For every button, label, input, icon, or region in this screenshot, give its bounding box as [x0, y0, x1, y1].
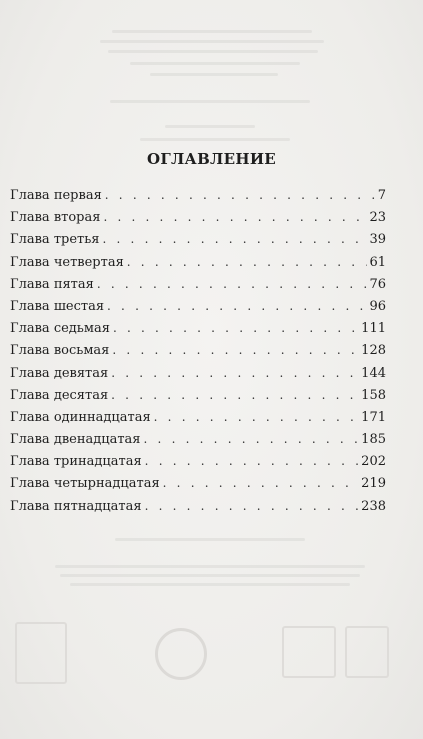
dot-leader — [154, 406, 360, 428]
show-through-line — [108, 50, 318, 53]
show-through-qr-mark — [15, 622, 67, 684]
dot-leader — [145, 450, 360, 472]
toc-entry-label: Глава одиннадцатая — [10, 409, 151, 425]
toc-entry-label: Глава четвертая — [10, 254, 124, 270]
show-through-barcode-mark — [282, 626, 336, 678]
show-through-line — [165, 125, 255, 128]
toc-entry-page-number: 111 — [361, 321, 386, 337]
dot-leader — [144, 428, 360, 450]
toc-entry — [10, 184, 386, 206]
toc-entry-page-number: 76 — [369, 276, 386, 292]
toc-entry-label: Глава третья — [10, 232, 100, 248]
show-through-barcode-mark — [345, 626, 389, 678]
toc-entry-page-number: 96 — [369, 298, 386, 314]
toc-entry-page-number: 23 — [369, 210, 386, 226]
toc-entry-label: Глава четырнадцатая — [10, 476, 160, 492]
toc-entry-page-number: 61 — [369, 254, 386, 270]
show-through-age-mark — [155, 628, 207, 680]
dot-leader — [97, 273, 368, 295]
show-through-line — [60, 574, 360, 577]
show-through-line — [130, 62, 300, 65]
dot-leader — [103, 206, 367, 228]
dot-leader — [112, 339, 359, 361]
toc-entry-page-number: 158 — [361, 387, 386, 403]
toc-entry — [10, 317, 386, 339]
page-title: ОГЛАВЛЕНИЕ — [146, 150, 277, 168]
toc-entry — [10, 450, 386, 472]
toc-entry-label: Глава пятнадцатая — [10, 498, 142, 514]
toc-entry-label: Глава девятая — [10, 365, 109, 381]
toc-entry-page-number: 128 — [361, 343, 386, 359]
dot-leader — [113, 317, 359, 339]
toc-entry — [10, 472, 386, 494]
toc-entry — [10, 362, 386, 384]
show-through-line — [115, 538, 305, 541]
table-of-contents — [10, 184, 386, 517]
toc-entry-label: Глава седьмая — [10, 321, 110, 337]
toc-entry-label: Глава шестая — [10, 298, 105, 314]
dot-leader — [107, 295, 367, 317]
dot-leader — [163, 472, 360, 494]
dot-leader — [103, 228, 368, 250]
toc-entry-page-number: 202 — [361, 454, 386, 470]
toc-entry-page-number: 185 — [361, 432, 386, 448]
toc-entry-page-number: 238 — [361, 498, 386, 514]
show-through-line — [70, 583, 350, 586]
toc-entry-label: Глава первая — [10, 188, 102, 203]
toc-entry-page-number: 171 — [361, 409, 386, 425]
toc-entry-page-number: 219 — [361, 476, 386, 492]
toc-entry — [10, 251, 386, 273]
toc-entry — [10, 495, 386, 517]
toc-entry — [10, 295, 386, 317]
toc-entry-label: Глава тринадцатая — [10, 454, 142, 470]
dot-leader — [127, 251, 368, 273]
toc-entry — [10, 384, 386, 406]
dot-leader — [111, 384, 359, 406]
show-through-line — [55, 565, 365, 568]
show-through-line — [112, 30, 312, 33]
show-through-line — [110, 100, 310, 103]
toc-entry — [10, 206, 386, 228]
toc-entry — [10, 273, 386, 295]
toc-entry-label: Глава вторая — [10, 210, 101, 226]
toc-entry-label: Глава пятая — [10, 276, 94, 292]
toc-entry-label: Глава восьмая — [10, 343, 110, 359]
toc-entry-label: Глава десятая — [10, 387, 109, 403]
show-through-line — [100, 40, 324, 43]
toc-entry — [10, 406, 386, 428]
dot-leader — [145, 495, 360, 517]
dot-leader — [111, 362, 359, 384]
show-through-line — [140, 138, 290, 141]
show-through-line — [150, 73, 278, 76]
toc-entry-label: Глава двенадцатая — [10, 432, 141, 448]
toc-entry — [10, 428, 386, 450]
toc-entry — [10, 339, 386, 361]
toc-entry-page-number: 39 — [369, 232, 386, 248]
toc-entry-page-number: 144 — [361, 365, 386, 381]
dot-leader — [105, 184, 376, 206]
toc-entry-page-number: 7 — [377, 188, 386, 203]
toc-entry — [10, 228, 386, 250]
